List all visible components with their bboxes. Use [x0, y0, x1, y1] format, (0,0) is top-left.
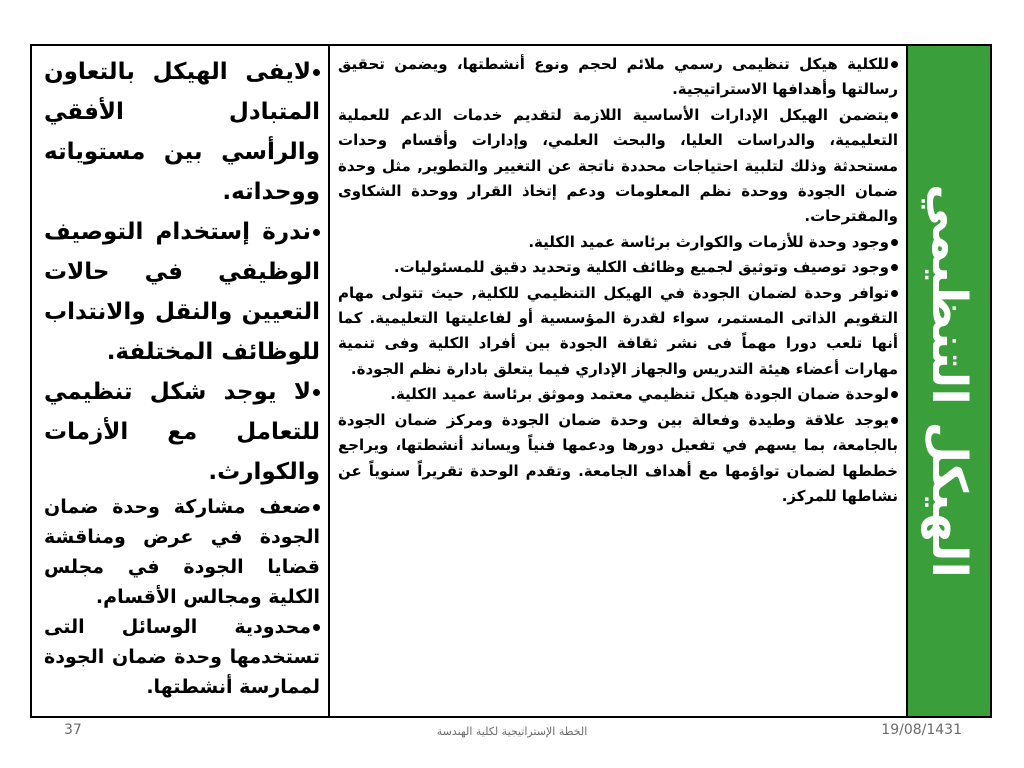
bullet-icon	[313, 389, 320, 396]
side-title-panel	[906, 46, 990, 716]
bullet-icon	[313, 229, 320, 236]
bullet-icon	[891, 417, 898, 424]
weaknesses-column	[32, 46, 330, 716]
strengths-column	[328, 46, 906, 716]
list-item: لوحدة ضمان الجودة هيكل تنظيمي معتمد وموثق برئاسة عميد الكلية.	[338, 382, 898, 407]
bullet-icon	[313, 504, 320, 511]
bullet-icon	[891, 264, 898, 271]
list-item: لا يوجد شكل تنظيمي للتعامل مع الأزمات والكوارث.	[44, 379, 320, 485]
bullet-icon	[891, 391, 898, 398]
bullet-icon	[313, 624, 320, 631]
list-item: يوجد علاقة وطيدة وفعالة بين وحدة ضمان الجودة ومركز ضمان الجودة بالجامعة، بما يسهم في تفعيل دورها ودعمها فنياً ويساند أنشطتها، ويراجع خططها لضمان تواؤمها مع أهداف الجامعة. وتقدم الوحدة تقريراً سنوياً عن نشاطها للمركز.	[338, 410, 898, 505]
footer-date: 19/08/1431	[881, 722, 962, 738]
list-item: توافر وحدة لضمان الجودة في الهيكل التنظيمي للكلية, حيث تتولى مهام التقويم الذاتى المستمر، سواء لقدرة المؤسسية أو لفاعليتها التعليمية. كما أنها تلعب دورا مهماً فى نشر ثقافة الجودة بين أفراد الكلية وفى تنمية مهارات أعضاء هيئة التدريس والجهاز الإداري فيما يتعلق بادارة نظم الجودة.	[338, 283, 898, 378]
list-item: ندرة إستخدام التوصيف الوظيفي في حالات التعيين والنقل والانتداب للوظائف المختلفة.	[44, 219, 320, 365]
list-item: للكلية هيكل تنظيمى رسمي ملائم لحجم ونوع أنشطتها، ويضمن تحقيق رسالتها وأهدافها الاستراتيجية.	[338, 55, 898, 99]
side-title: الهيكل التنظيمي	[921, 184, 977, 578]
bullet-icon	[891, 239, 898, 246]
list-item: لايفى الهيكل بالتعاون المتبادل الأفقي والرأسي بين مستوياته ووحداته.	[44, 59, 320, 205]
list-item: ضعف مشاركة وحدة ضمان الجودة في عرض ومناقشة قضايا الجودة في مجلس الكلية ومجالس الأقسام.	[44, 496, 320, 608]
list-item: يتضمن الهيكل الإدارات الأساسية اللازمة لتقديم خدمات الدعم للعملية التعليمية، والدراسات العليا، والبحث العلمي، وإدارات وأقسام وحدات مستحدثة وذلك لتلبية احتياجات محددة ناتجة عن التغيير والتطوير, مثل وحدة ضمان الجودة ووحدة نظم المعلومات ودعم إتخاذ القرار ووحدة الشكاوى والمقترحات.	[338, 105, 898, 226]
bullet-icon	[891, 290, 898, 297]
list-item: محدودية الوسائل التى تستخدمها وحدة ضمان الجودة لممارسة أنشطتها.	[44, 616, 320, 698]
slide-table	[30, 44, 992, 718]
bullet-icon	[313, 69, 320, 76]
bullet-icon	[891, 112, 898, 119]
list-item: وجود توصيف وتوثيق لجميع وظائف الكلية وتحديد دقيق للمسئوليات.	[338, 255, 898, 280]
footer-title: الخطة الإستراتيجية لكلية الهندسة	[436, 725, 588, 738]
list-item: وجود وحدة للأزمات والكوارث برئاسة عميد الكلية.	[338, 230, 898, 255]
bullet-icon	[891, 61, 898, 68]
page-number: 37	[64, 722, 82, 738]
